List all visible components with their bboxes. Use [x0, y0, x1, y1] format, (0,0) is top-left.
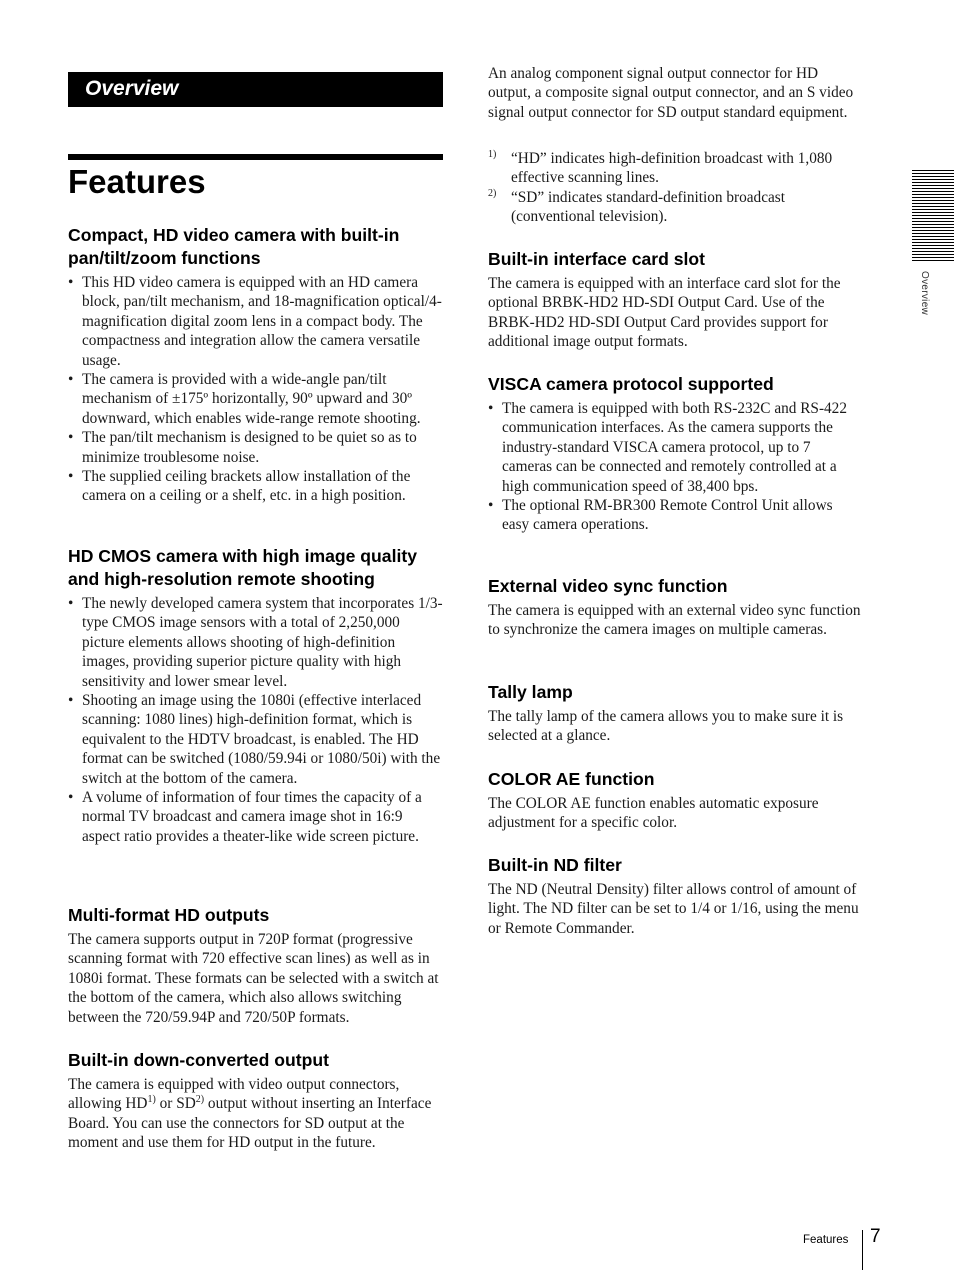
page-title: Features — [68, 163, 206, 200]
footer-section-label: Features — [803, 1234, 849, 1246]
paragraph-multi-format-outputs: The camera supports output in 720P format (progressive scanning format with 720 effective scan lines) as well as in 1080i format. These formats can be selected with a switch at the bottom of the camera, which also allows switching between the 720/59.94P and 720/50P formats. — [68, 931, 439, 1026]
paragraph-text: or SD — [155, 1095, 196, 1113]
list-visca-protocol — [488, 399, 862, 535]
footnote-text: “SD” indicates standard-definition broadcast (conventional television). — [511, 188, 785, 226]
paragraph-color-ae: The COLOR AE function enables automatic exposure adjustment for a specific color. — [488, 795, 819, 832]
section-banner-title: Overview — [85, 77, 179, 100]
list-item: • This HD video camera is equipped with an HD camera block, pan/tilt mechanism, and 18-magnification optical/4-magnification digital zoom lens in a compact body. The compactness and integration allow the camera versatile usage. — [68, 273, 443, 370]
list-item: • The optional RM-BR300 Remote Control Unit allows easy camera operations. — [488, 496, 862, 535]
heading-multi-format-outputs: Multi-format HD outputs — [68, 905, 270, 925]
paragraph-nd-filter: The ND (Neutral Density) filter allows control of amount of light. The ND filter can be set to 1/4 or 1/16, using the menu or Remote Commander. — [488, 881, 859, 937]
paragraph-external-video-sync: The camera is equipped with an external video sync function to synchronize the camera images on multiple cameras. — [488, 602, 861, 639]
paragraph-down-converted-output — [68, 1075, 443, 1153]
paragraph-output-connectors: An analog component signal output connector for HD output, a composite signal output connector, and an S video signal output connector for SD output standard equipment. — [488, 65, 854, 121]
footnote-2 — [488, 188, 862, 227]
heading-hd-cmos-camera: HD CMOS camera with high image quality and high-resolution remote shooting — [68, 546, 418, 589]
heading-color-ae: COLOR AE function — [488, 769, 655, 789]
list-item: • Shooting an image using the 1080i (effective interlaced scanning: 1080 lines) high-definition format, which is equivalent to the HDTV broadcast, is enabled. The HD format can be switched (1080/59.94i or 1080/50i) with the switch at the bottom of the camera. — [68, 691, 443, 788]
list-hd-cmos-camera — [68, 594, 443, 846]
list-item: • The supplied ceiling brackets allow installation of the camera on a ceiling or a shelf, etc. in a high position. — [68, 467, 443, 506]
footnote-mark: 2) — [488, 187, 497, 199]
paragraph-interface-card-slot: The camera is equipped with an interface card slot for the optional BRBK-HD2 HD-SDI Output Card. Use of the BRBK-HD2 HD-SDI Output Card provides support for additional image output formats. — [488, 275, 841, 351]
heading-down-converted-output: Built-in down-converted output — [68, 1050, 329, 1070]
list-item: • The newly developed camera system that incorporates 1/3-type CMOS image sensors with a total of 2,250,000 picture elements allows shooting of high-definition images, providing superior picture quality with high sensitivity and lower smear level. — [68, 594, 443, 691]
section-banner — [68, 72, 443, 107]
footnotes — [488, 149, 862, 227]
footnote-text: “HD” indicates high-definition broadcast with 1,080 effective scanning lines. — [511, 150, 833, 187]
paragraph-tally-lamp: The tally lamp of the camera allows you to make sure it is selected at a glance. — [488, 708, 844, 745]
list-item: • The camera is equipped with both RS-232C and RS-422 communication interfaces. As the camera supports the industry-standard VISCA camera protocol, up to 7 cameras can be connected and remotely controlled at a high communication speed of 38,400 bps. — [488, 399, 862, 496]
heading-compact-hd-camera: Compact, HD video camera with built-in pan/tilt/zoom functions — [68, 225, 400, 268]
heading-external-video-sync: External video sync function — [488, 576, 728, 596]
footnote-ref-1: 1) — [147, 1094, 156, 1106]
side-tab-label: Overview — [919, 271, 930, 316]
side-tab-stripes — [912, 170, 954, 262]
list-item: • A volume of information of four times the capacity of a normal TV broadcast and camera image shot in 16:9 aspect ratio provides a theater-like wide screen picture. — [68, 788, 443, 846]
paragraph-text: The camera is equipped with video output connectors, allowing HD — [68, 1076, 400, 1113]
page-number: 7 — [870, 1226, 881, 1247]
list-item: • The camera is provided with a wide-angle pan/tilt mechanism of ±175º horizontally, 90º upward and 30º downward, which enables wide-range remote shooting. — [68, 370, 443, 428]
paragraph-text: output without inserting an Interface Board. You can use the connectors for SD output at the moment and use them for HD output in the future. — [68, 1095, 432, 1152]
footnote-ref-2: 2) — [195, 1094, 205, 1106]
heading-interface-card-slot: Built-in interface card slot — [488, 249, 706, 269]
list-item: • The pan/tilt mechanism is designed to be quiet so as to minimize troublesome noise. — [68, 428, 443, 467]
list-compact-hd-camera — [68, 273, 443, 506]
heading-visca-protocol: VISCA camera protocol supported — [488, 374, 774, 394]
footer-divider — [862, 1230, 863, 1270]
heading-nd-filter: Built-in ND filter — [488, 855, 622, 875]
footnote-1 — [488, 149, 862, 188]
heading-tally-lamp: Tally lamp — [488, 682, 573, 702]
footnote-mark: 1) — [488, 149, 497, 160]
